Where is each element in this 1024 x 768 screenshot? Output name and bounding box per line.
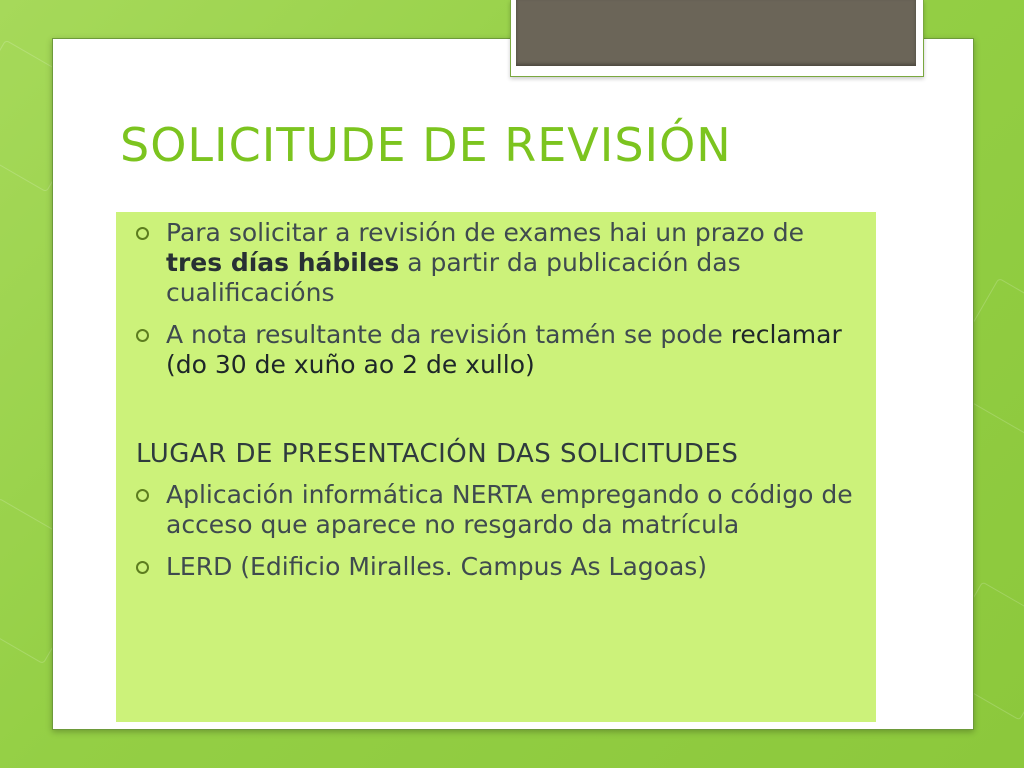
circle-bullet-icon <box>136 561 149 574</box>
list-item <box>136 320 860 380</box>
section-heading: LUGAR DE PRESENTACIÓN DAS SOLICITUDES <box>136 439 739 469</box>
circle-bullet-icon <box>136 329 149 342</box>
bullet-list-top <box>136 218 860 380</box>
list-item <box>136 218 860 308</box>
header-photo <box>516 0 916 66</box>
bullet-text: LERD (Edificio Miralles. Campus As Lagoas) <box>166 552 708 581</box>
bullet-text-dark: reclamar (do 30 de xuño ao 2 de xullo) <box>166 320 842 379</box>
bullet-text-emphasis: tres días hábiles <box>166 248 400 277</box>
circle-bullet-icon <box>136 227 149 240</box>
bullet-text-part: A nota resultante da revisión tamén se pode <box>166 320 731 349</box>
list-item <box>136 552 860 582</box>
slide-title: SOLICITUDE DE REVISIÓN <box>120 118 732 172</box>
bullet-list-bottom <box>136 480 860 582</box>
spacer <box>136 392 860 438</box>
content-box <box>116 212 876 722</box>
bullet-text-part: a partir da publicación das cualificacións <box>166 248 741 307</box>
bullet-text-part: Para solicitar a revisión de exames hai un prazo de <box>166 218 804 247</box>
list-item <box>136 480 860 540</box>
circle-bullet-icon <box>136 489 149 502</box>
bullet-text: Aplicación informática NERTA empregando o código de acceso que aparece no resgardo da matrícula <box>166 480 853 539</box>
